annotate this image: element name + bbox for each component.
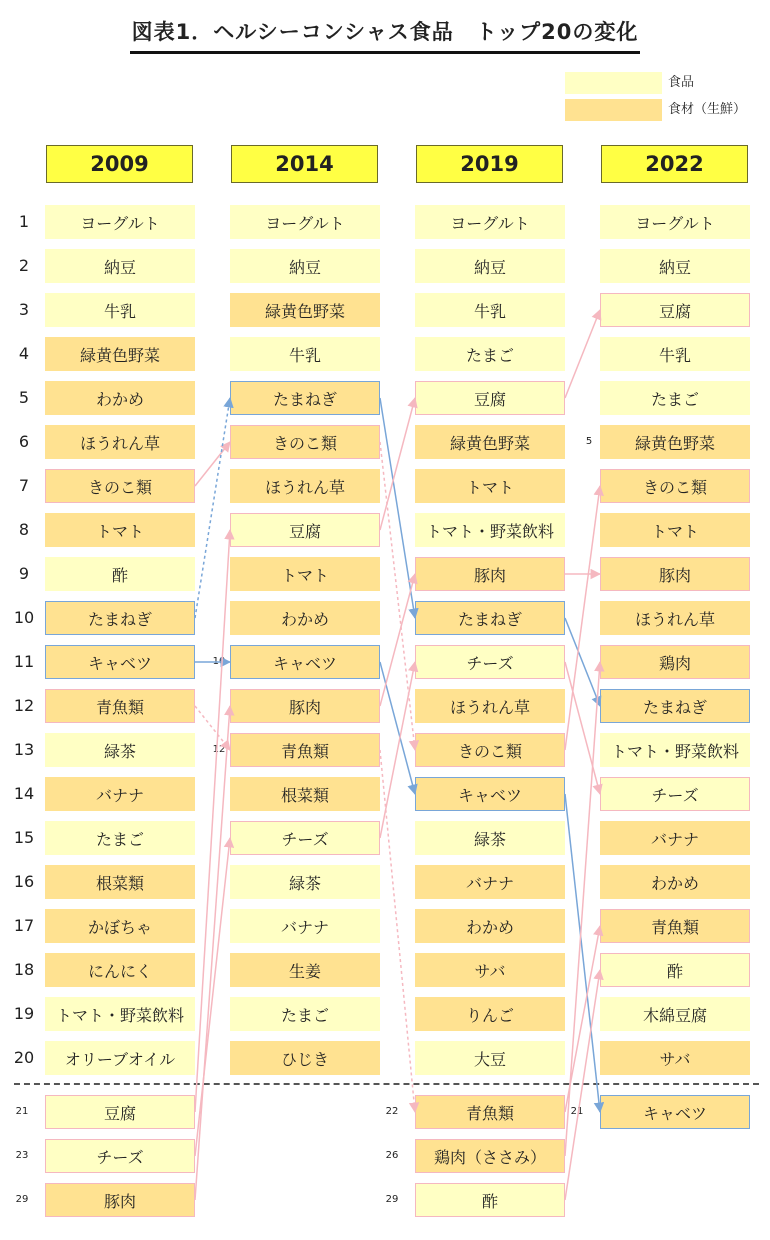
ranking-cell: バナナ (600, 821, 750, 855)
extra-rank-number: 21 (570, 1106, 584, 1117)
rank-number: 9 (18, 564, 30, 583)
ranking-cell: きのこ類 (45, 469, 195, 503)
rank-number: 15 (13, 828, 35, 847)
year-header-2019: 2019 (416, 145, 563, 183)
ranking-cell: たまご (415, 337, 565, 371)
extra-ranking-cell: 豆腐 (45, 1095, 195, 1129)
rank-change-arrow (195, 838, 230, 1156)
ranking-cell: 豆腐 (600, 293, 750, 327)
extra-rank-number: 23 (15, 1150, 29, 1161)
ranking-cell: にんにく (45, 953, 195, 987)
ranking-cell: チーズ (230, 821, 380, 855)
ranking-cell: 豚肉 (230, 689, 380, 723)
year-header-2009: 2009 (46, 145, 193, 183)
ranking-cell: わかめ (45, 381, 195, 415)
ranking-cell: 緑黄色野菜 (45, 337, 195, 371)
ranking-cell: たまねぎ (415, 601, 565, 635)
ranking-cell: キャベツ (45, 645, 195, 679)
ranking-cell: 緑黄色野菜 (230, 293, 380, 327)
extra-rank-number: 29 (385, 1194, 399, 1205)
extra-ranking-cell: 青魚類 (415, 1095, 565, 1129)
legend-label-food: 食品 (668, 75, 695, 90)
ranking-cell: 青魚類 (230, 733, 380, 767)
ranking-cell: たまねぎ (230, 381, 380, 415)
ranking-cell: キャベツ (415, 777, 565, 811)
ranking-cell: 木綿豆腐 (600, 997, 750, 1031)
ranking-cell: かぼちゃ (45, 909, 195, 943)
ranking-cell: 納豆 (415, 249, 565, 283)
ranking-cell: 豚肉 (600, 557, 750, 591)
rank-change-arrow (195, 706, 230, 1200)
extra-rank-number: 22 (385, 1106, 399, 1117)
extra-rank-number: 21 (15, 1106, 29, 1117)
ranking-cell: たまご (230, 997, 380, 1031)
extra-rank-number: 29 (15, 1194, 29, 1205)
ranking-cell: 牛乳 (230, 337, 380, 371)
ranking-cell: トマト・野菜飲料 (415, 513, 565, 547)
ranking-cell: たまご (45, 821, 195, 855)
ranking-cell: ヨーグルト (415, 205, 565, 239)
ranking-cell: ひじき (230, 1041, 380, 1075)
ranking-cell: トマト (45, 513, 195, 547)
ranking-cell: 緑黄色野菜 (600, 425, 750, 459)
ranking-cell: 豆腐 (415, 381, 565, 415)
ranking-cell: 納豆 (45, 249, 195, 283)
ranking-cell: 緑黄色野菜 (415, 425, 565, 459)
ranking-cell: サバ (600, 1041, 750, 1075)
rank-number: 4 (18, 344, 30, 363)
ranking-cell: 根菜類 (45, 865, 195, 899)
rank-number: 19 (13, 1004, 35, 1023)
rank-number: 8 (18, 520, 30, 539)
ranking-cell: 納豆 (230, 249, 380, 283)
ranking-cell: サバ (415, 953, 565, 987)
rank-change-arrow (565, 310, 600, 398)
ranking-cell: 牛乳 (415, 293, 565, 327)
ranking-cell: 酢 (600, 953, 750, 987)
ranking-cell: 緑茶 (45, 733, 195, 767)
ranking-cell: たまご (600, 381, 750, 415)
rank-change-arrow (565, 486, 600, 750)
rank-number: 6 (18, 432, 30, 451)
rank-change-arrow (380, 662, 415, 794)
ranking-cell: 根菜類 (230, 777, 380, 811)
ranking-cell: 大豆 (415, 1041, 565, 1075)
rank-number: 13 (13, 740, 35, 759)
rank-change-arrow (195, 442, 230, 486)
ranking-cell: 緑茶 (230, 865, 380, 899)
rank-number: 3 (18, 300, 30, 319)
rank-number: 17 (13, 916, 35, 935)
ranking-cell: 鶏肉 (600, 645, 750, 679)
ranking-cell: 青魚類 (45, 689, 195, 723)
ranking-cell: わかめ (230, 601, 380, 635)
ranking-cell: 豚肉 (415, 557, 565, 591)
ranking-cell: 青魚類 (600, 909, 750, 943)
chart-title-text: 図表1．ヘルシーコンシャス食品 トップ20の変化 (130, 16, 641, 54)
rank-number: 10 (13, 608, 35, 627)
extra-ranking-cell: キャベツ (600, 1095, 750, 1129)
rank-number: 16 (13, 872, 35, 891)
ranking-cell: 牛乳 (45, 293, 195, 327)
ranking-cell: トマト (230, 557, 380, 591)
rank-number: 5 (18, 388, 30, 407)
rank-number: 12 (13, 696, 35, 715)
rank-number: 11 (13, 652, 35, 671)
ranking-cell: ヨーグルト (45, 205, 195, 239)
ranking-cell: たまねぎ (600, 689, 750, 723)
rank-number: 2 (18, 256, 30, 275)
ranking-cell: りんご (415, 997, 565, 1031)
ranking-cell: ヨーグルト (600, 205, 750, 239)
ranking-cell: たまねぎ (45, 601, 195, 635)
ranking-cell: 豆腐 (230, 513, 380, 547)
ranking-cell: 牛乳 (600, 337, 750, 371)
ranking-cell: ほうれん草 (230, 469, 380, 503)
rank-change-arrow (565, 618, 600, 706)
ranking-cell: きのこ類 (415, 733, 565, 767)
extra-rank-number: 26 (385, 1150, 399, 1161)
ranking-cell: わかめ (600, 865, 750, 899)
ranking-cell: きのこ類 (230, 425, 380, 459)
ranking-cell: バナナ (415, 865, 565, 899)
ranking-cell: ほうれん草 (600, 601, 750, 635)
rank-number: 14 (13, 784, 35, 803)
year-header-2022: 2022 (601, 145, 748, 183)
ranking-cell: 酢 (45, 557, 195, 591)
extra-ranking-cell: 鶏肉（ささみ） (415, 1139, 565, 1173)
year-header-2014: 2014 (231, 145, 378, 183)
rank-number: 18 (13, 960, 35, 979)
ranking-cell: 納豆 (600, 249, 750, 283)
rank-number: 7 (18, 476, 30, 495)
extra-ranking-cell: 豚肉 (45, 1183, 195, 1217)
ranking-cell: キャベツ (230, 645, 380, 679)
ranking-cell: ほうれん草 (45, 425, 195, 459)
rank-annotation: 10 (212, 656, 226, 667)
extra-ranking-cell: 酢 (415, 1183, 565, 1217)
ranking-cell: きのこ類 (600, 469, 750, 503)
ranking-cell: トマト・野菜飲料 (45, 997, 195, 1031)
ranking-cell: ほうれん草 (415, 689, 565, 723)
rank-change-arrow (195, 706, 230, 750)
ranking-cell: 生姜 (230, 953, 380, 987)
rank-change-arrow (195, 530, 230, 1112)
ranking-cell: トマト (600, 513, 750, 547)
ranking-cell: チーズ (415, 645, 565, 679)
ranking-cell: トマト・野菜飲料 (600, 733, 750, 767)
ranking-cell: バナナ (45, 777, 195, 811)
extra-ranking-cell: チーズ (45, 1139, 195, 1173)
rank-change-arrow (195, 398, 230, 618)
rank-number: 1 (18, 212, 30, 231)
ranking-cell: 緑茶 (415, 821, 565, 855)
ranking-cell: わかめ (415, 909, 565, 943)
ranking-cell: チーズ (600, 777, 750, 811)
ranking-cell: オリーブオイル (45, 1041, 195, 1075)
rank-change-arrow (380, 750, 415, 1112)
ranking-cell: トマト (415, 469, 565, 503)
legend-label-fresh: 食材（生鮮） (668, 102, 747, 117)
ranking-cell: バナナ (230, 909, 380, 943)
rank-number: 20 (13, 1048, 35, 1067)
rank-annotation: 12 (212, 744, 226, 755)
ranking-cell: ヨーグルト (230, 205, 380, 239)
rank-annotation: 5 (585, 436, 593, 447)
